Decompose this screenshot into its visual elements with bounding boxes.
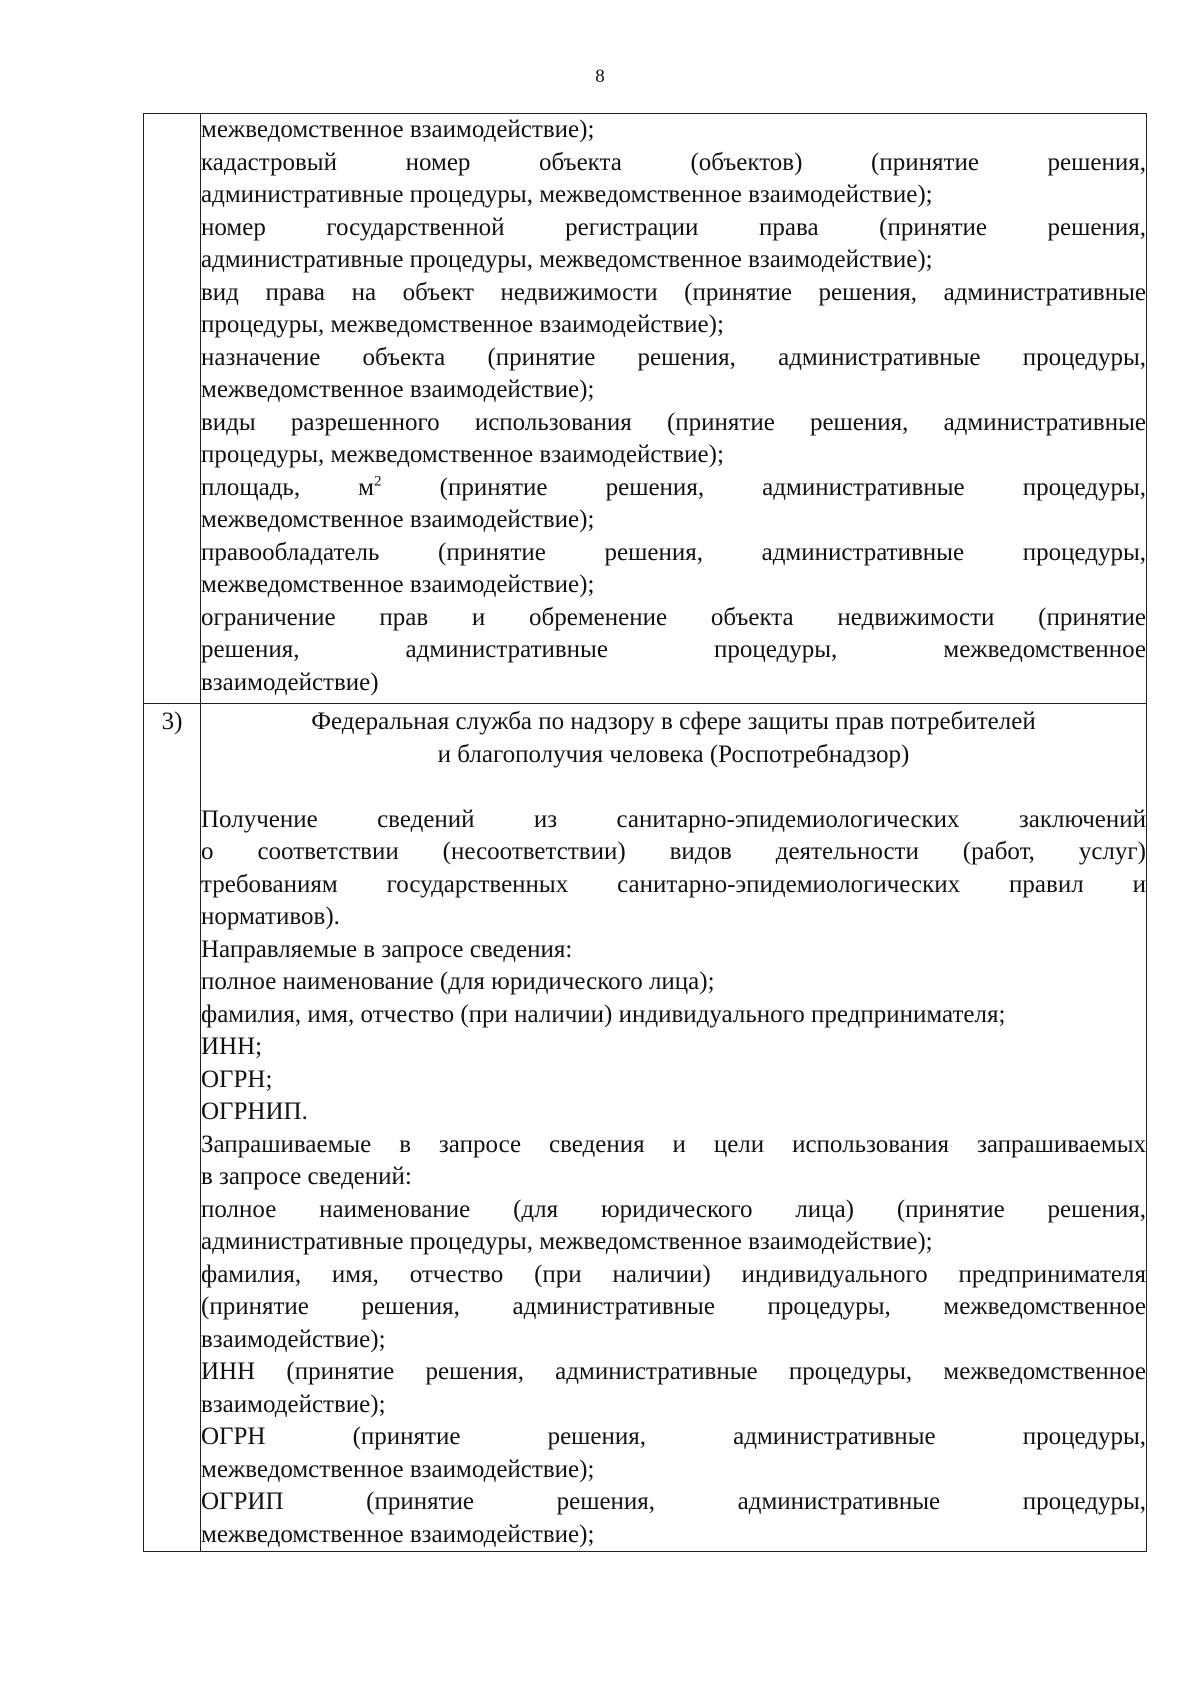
text-line: кадастровый номер объекта (объектов) (принятие решения, xyxy=(201,148,1146,176)
text-line: межведомственное взаимодействие); xyxy=(201,116,595,143)
text-line: процедуры, межведомственное взаимодействие); xyxy=(201,441,724,468)
text-line-area xyxy=(201,472,1146,505)
blank-spacer xyxy=(201,771,1146,804)
text-line: правообладатель (принятие решения, административные процедуры, xyxy=(201,538,1146,566)
text-line: в запросе сведений: xyxy=(201,1163,412,1190)
row-content-cell xyxy=(201,704,1147,1552)
text-line: (принятие решения, административные процедуры, межведомственное xyxy=(201,1293,1146,1320)
row-content-cell xyxy=(201,114,1147,704)
area-purpose: (принятие решения, административные процедуры, xyxy=(439,473,1146,501)
row-number-cell: 3) xyxy=(144,704,201,1552)
text-line: Запрашиваемые в запросе сведения и цели использования запрашиваемых xyxy=(201,1130,1146,1158)
row-number-cell-empty xyxy=(144,114,201,704)
text-line: ИНН (принятие решения, административные процедуры, межведомственное xyxy=(201,1358,1146,1385)
text-line: фамилия, имя, отчество (при наличии) индивидуального предпринимателя xyxy=(201,1260,1146,1288)
table-row-3 xyxy=(144,704,1147,1552)
text-line: виды разрешенного использования (принятие решения, административные xyxy=(201,408,1146,436)
table-row-continued xyxy=(144,114,1147,704)
text-line: Направляемые в запросе сведения: xyxy=(201,935,573,963)
text-line: о соответствии (несоответствии) видов деятельности (работ, услуг) xyxy=(201,838,1146,865)
text-line: ОГРИП (принятие решения, административные процедуры, xyxy=(201,1488,1146,1515)
text-line: ОГРНИП. xyxy=(201,1098,308,1125)
text-line: фамилия, имя, отчество (при наличии) индивидуального предпринимателя; xyxy=(201,1000,1006,1028)
area-unit-exponent: 2 xyxy=(374,473,382,490)
text-line: ОГРН; xyxy=(201,1065,273,1093)
text-line: межведомственное взаимодействие); xyxy=(201,506,595,533)
text-line: полное наименование (для юридического лица) (принятие решения, xyxy=(201,1195,1146,1223)
text-line: взаимодействие) xyxy=(201,668,379,696)
text-line: административные процедуры, межведомственное взаимодействие); xyxy=(201,246,933,273)
agency-heading-line: и благополучия человека (Роспотребнадзор) xyxy=(437,740,910,768)
area-label: площадь, м xyxy=(201,473,375,501)
page-number: 8 xyxy=(595,66,605,87)
text-line: межведомственное взаимодействие); xyxy=(201,571,595,598)
text-line: межведомственное взаимодействие); xyxy=(201,1520,595,1548)
text-line: нормативов). xyxy=(201,903,340,930)
text-line: решения, административные процедуры, межведомственное xyxy=(201,636,1146,663)
text-line: процедуры, межведомственное взаимодействие); xyxy=(201,311,724,338)
text-line: номер государственной регистрации права (принятие решения, xyxy=(201,213,1146,241)
text-line: полное наименование (для юридического лица); xyxy=(201,968,715,995)
text-line: ИНН; xyxy=(201,1033,263,1060)
agency-heading-line: Федеральная служба по надзору в сфере защиты прав потребителей xyxy=(311,708,1036,735)
text-line: ОГРН (принятие решения, административные процедуры, xyxy=(201,1423,1146,1450)
text-line: Получение сведений из санитарно-эпидемиологических заключений xyxy=(201,805,1146,833)
text-line: взаимодействие); xyxy=(201,1325,386,1353)
text-line: назначение объекта (принятие решения, административные процедуры, xyxy=(201,343,1146,371)
text-line: взаимодействие); xyxy=(201,1390,386,1418)
text-line: требованиям государственных санитарно-эпидемиологических правил и xyxy=(201,870,1146,898)
text-line: межведомственное взаимодействие); xyxy=(201,1455,595,1483)
requirements-table xyxy=(143,113,1147,1552)
text-line: вид права на объект недвижимости (принятие решения, административные xyxy=(201,278,1146,306)
text-line: ограничение прав и обременение объекта недвижимости (принятие xyxy=(201,603,1146,631)
text-line: административные процедуры, межведомственное взаимодействие); xyxy=(201,1228,933,1255)
text-line: межведомственное взаимодействие); xyxy=(201,376,595,403)
text-line: административные процедуры, межведомственное взаимодействие); xyxy=(201,181,933,208)
